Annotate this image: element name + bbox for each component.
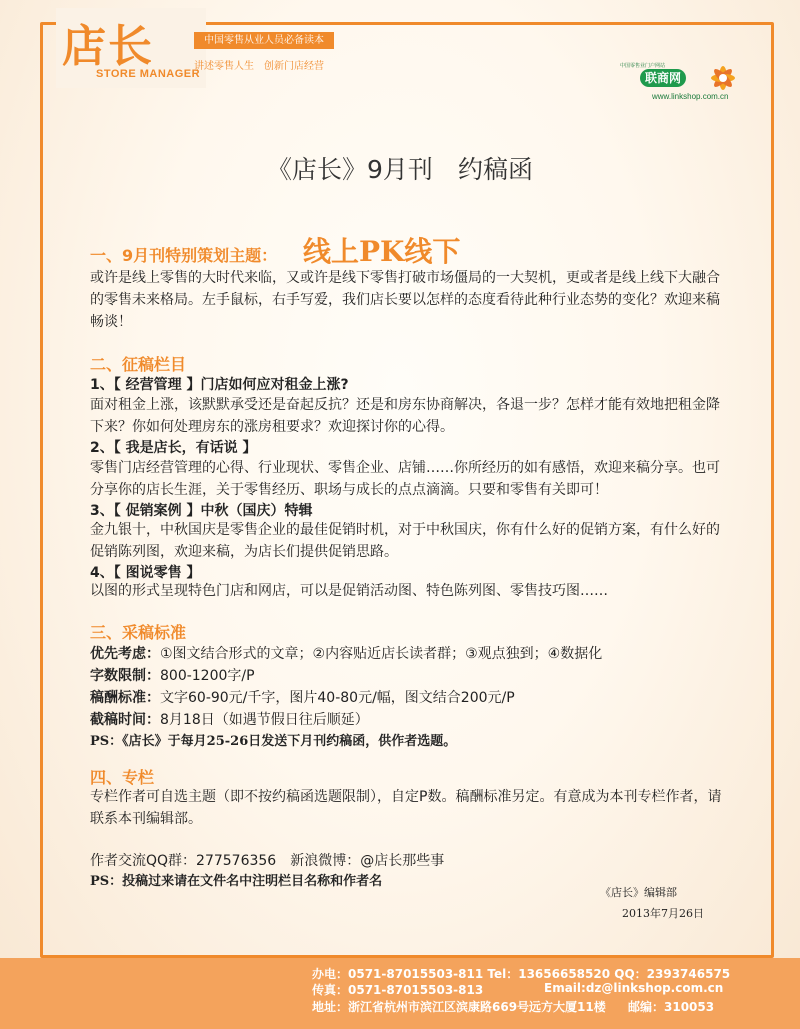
contact-qq-weibo: 作者交流QQ群：277576356 新浪微博：@店长那些事	[90, 853, 445, 869]
partner-url: www.linkshop.com.cn	[652, 92, 729, 101]
footer-postcode: 邮编：310053	[628, 1000, 715, 1014]
section4-heading: 四、专栏	[90, 768, 155, 787]
section3-ps: PS：《店长》于每月25-26日发送下月刊约稿函，供作者选题。	[90, 734, 457, 749]
section1-body: 或许是线上零售的大时代来临，又或许是线下零售打破市场僵局的一大契机，更或者是线上线下大融合的零售未来格局。左手鼠标，右手写爱，我们店长要以怎样的态度看待此种行业态势的变化？欢迎来稿畅谈！	[90, 270, 720, 330]
tagline-bottom: 讲述零售人生 创新门店经营	[194, 61, 324, 72]
section3-heading: 三、采稿标准	[90, 623, 187, 642]
footer-email: Email:dz@linkshop.com.cn	[544, 981, 724, 995]
flower-icon	[705, 60, 741, 96]
item2-title: 2、【 我是店长，有话说 】	[90, 440, 257, 456]
section1-heading: 一、9月刊特别策划主题：	[90, 246, 278, 265]
footer-address: 地址：浙江省杭州市滨江区滨康路669号远方大厦11楼	[312, 1000, 606, 1014]
logo-english: STORE MANAGER	[96, 68, 201, 80]
letter-date: 2013年7月26日	[622, 907, 704, 920]
editor-signature: 《店长》编辑部	[600, 886, 677, 899]
partner-logo-linkshop: 联商网	[640, 69, 686, 87]
item1-title: 1、【 经营管理 】门店如何应对租金上涨?	[90, 377, 349, 393]
page-title: 《店长》9月刊 约稿函	[267, 155, 533, 184]
partner-caption: 中国零售业门户网站	[620, 63, 666, 69]
criteria-row: 优先考虑：①图文结合形式的文章；②内容贴近店长读者群；③观点独到；④数据化	[90, 646, 603, 662]
item1-body: 面对租金上涨，该默默承受还是奋起反抗？还是和房东协商解决，各退一步？怎样才能有效地把租金降下来？你如何处理房东的涨房租要求？欢迎探讨你的心得。	[90, 397, 720, 435]
item3-title: 3、【 促销案例 】中秋（国庆）特辑	[90, 503, 313, 519]
section4-body: 专栏作者可自选主题（即不按约稿函选题限制），自定P数。稿酬标准另定。有意成为本刊专栏作者，请联系本刊编辑部。	[90, 789, 722, 827]
item4-title: 4、【 图说零售 】	[90, 565, 201, 581]
contact-ps: PS：投稿过来请在文件名中注明栏目名称和作者名	[90, 874, 383, 889]
item4-body: 以图的形式呈现特色门店和网店，可以是促销活动图、特色陈列图、零售技巧图……	[90, 583, 608, 599]
criteria-row: 字数限制：800-1200字/P	[90, 668, 255, 684]
item2-body: 零售门店经营管理的心得、行业现状、零售企业、店铺……你所经历的如有感悟，欢迎来稿分享。也可分享你的店长生涯，关于零售经历、职场与成长的点点滴滴。只要和零售有关即可！	[90, 460, 720, 498]
section2-heading: 二、征稿栏目	[90, 355, 187, 374]
tagline-top: 中国零售从业人员必备读本	[194, 32, 334, 49]
footer-fax: 传真：0571-87015503-813	[312, 983, 484, 997]
footer-office: 办电：0571-87015503-811 Tel：13656658520 QQ：2393746575	[312, 967, 731, 981]
criteria-row: 稿酬标准：文字60-90元/千字，图片40-80元/幅，图文结合200元/P	[90, 690, 515, 706]
criteria-row: 截稿时间：8月18日（如遇节假日往后顺延）	[90, 712, 369, 728]
section1-theme: 线上PK线下	[303, 235, 461, 268]
store-manager-logo: 店长	[62, 21, 154, 72]
item3-body: 金九银十，中秋国庆是零售企业的最佳促销时机，对于中秋国庆，你有什么好的促销方案，有什么好的促销陈列图，欢迎来稿，为店长们提供促销思路。	[90, 522, 720, 560]
